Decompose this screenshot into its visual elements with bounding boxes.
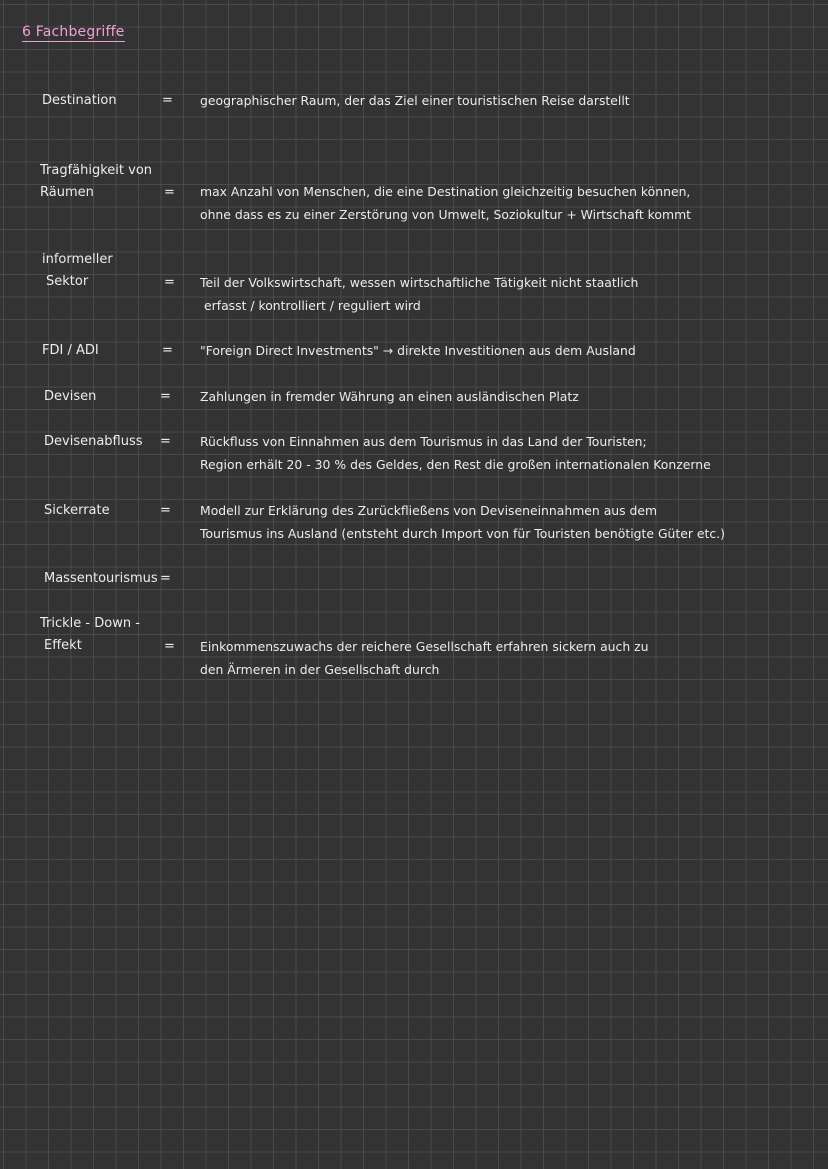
term-line: FDI / ADI bbox=[42, 343, 99, 358]
term-sickerrate bbox=[44, 500, 110, 522]
term-line: Sickerrate bbox=[44, 503, 110, 518]
term-massentourismus bbox=[44, 568, 158, 590]
definition-line: Rückfluss von Einnahmen aus dem Tourismus in das Land der Touristen; bbox=[200, 434, 647, 449]
term-line: Devisenabfluss bbox=[44, 434, 143, 449]
definition-informeller-sektor bbox=[200, 272, 810, 317]
definition-line: Region erhält 20 - 30 % des Geldes, den Rest die großen internationalen Konzerne bbox=[200, 456, 711, 472]
term-line: Massentourismus bbox=[44, 571, 158, 586]
definition-sickerrate bbox=[200, 500, 810, 545]
definition-line: max Anzahl von Menschen, die eine Destination gleichzeitig besuchen können, bbox=[200, 184, 691, 199]
definition-line: Zahlungen in fremder Währung an einen ausländischen Platz bbox=[200, 389, 579, 404]
term-line: Devisen bbox=[44, 389, 97, 404]
term-tragfaehigkeit bbox=[40, 160, 152, 204]
term-devisenabfluss bbox=[44, 431, 143, 453]
term-line: Effekt bbox=[44, 638, 82, 653]
definition-line: den Ärmeren in der Gesellschaft durch bbox=[200, 661, 440, 677]
section-heading: 6 Fachbegriffe bbox=[22, 24, 125, 40]
term-line: Trickle - Down - bbox=[40, 616, 140, 631]
equals-sign: = bbox=[162, 93, 173, 108]
definition-devisen bbox=[200, 386, 810, 409]
term-line: Räumen bbox=[40, 185, 94, 200]
term-line: Destination bbox=[42, 93, 117, 108]
term-informeller-sektor bbox=[42, 249, 113, 293]
equals-sign: = bbox=[164, 185, 175, 200]
definition-line: "Foreign Direct Investments" → direkte Investitionen aus dem Ausland bbox=[200, 343, 636, 358]
term-trickle-down-effekt bbox=[40, 613, 140, 657]
equals-sign: = bbox=[160, 571, 171, 586]
definition-line: ohne dass es zu einer Zerstörung von Umwelt, Soziokultur + Wirtschaft kommt bbox=[200, 206, 691, 222]
term-line: Sektor bbox=[46, 274, 89, 289]
definition-line: Teil der Volkswirtschaft, wessen wirtschaftliche Tätigkeit nicht staatlich bbox=[200, 275, 639, 290]
definition-destination bbox=[200, 90, 810, 113]
definition-line: Tourismus ins Ausland (entsteht durch Import von für Touristen benötigte Güter etc.) bbox=[200, 525, 725, 541]
definition-trickle-down-effekt bbox=[200, 636, 810, 681]
equals-sign: = bbox=[164, 275, 175, 290]
term-devisen bbox=[44, 386, 96, 408]
term-line: informeller bbox=[42, 252, 113, 267]
definition-fdi-adi bbox=[200, 340, 810, 363]
equals-sign: = bbox=[160, 434, 171, 449]
definition-line: Modell zur Erklärung des Zurückfließens von Deviseneinnahmen aus dem bbox=[200, 503, 658, 518]
term-fdi-adi bbox=[42, 340, 99, 362]
definition-line: erfasst / kontrolliert / reguliert wird bbox=[204, 297, 421, 313]
definition-devisenabfluss bbox=[200, 431, 810, 476]
definition-line: geographischer Raum, der das Ziel einer touristischen Reise darstellt bbox=[200, 93, 630, 108]
equals-sign: = bbox=[160, 389, 171, 404]
equals-sign: = bbox=[162, 343, 173, 358]
term-destination bbox=[42, 90, 117, 112]
equals-sign: = bbox=[164, 639, 175, 654]
term-line: Tragfähigkeit von bbox=[40, 163, 153, 178]
definition-tragfaehigkeit bbox=[200, 181, 810, 226]
equals-sign: = bbox=[160, 503, 171, 518]
definition-line: Einkommenszuwachs der reichere Gesellschaft erfahren sickern auch zu bbox=[200, 639, 649, 654]
